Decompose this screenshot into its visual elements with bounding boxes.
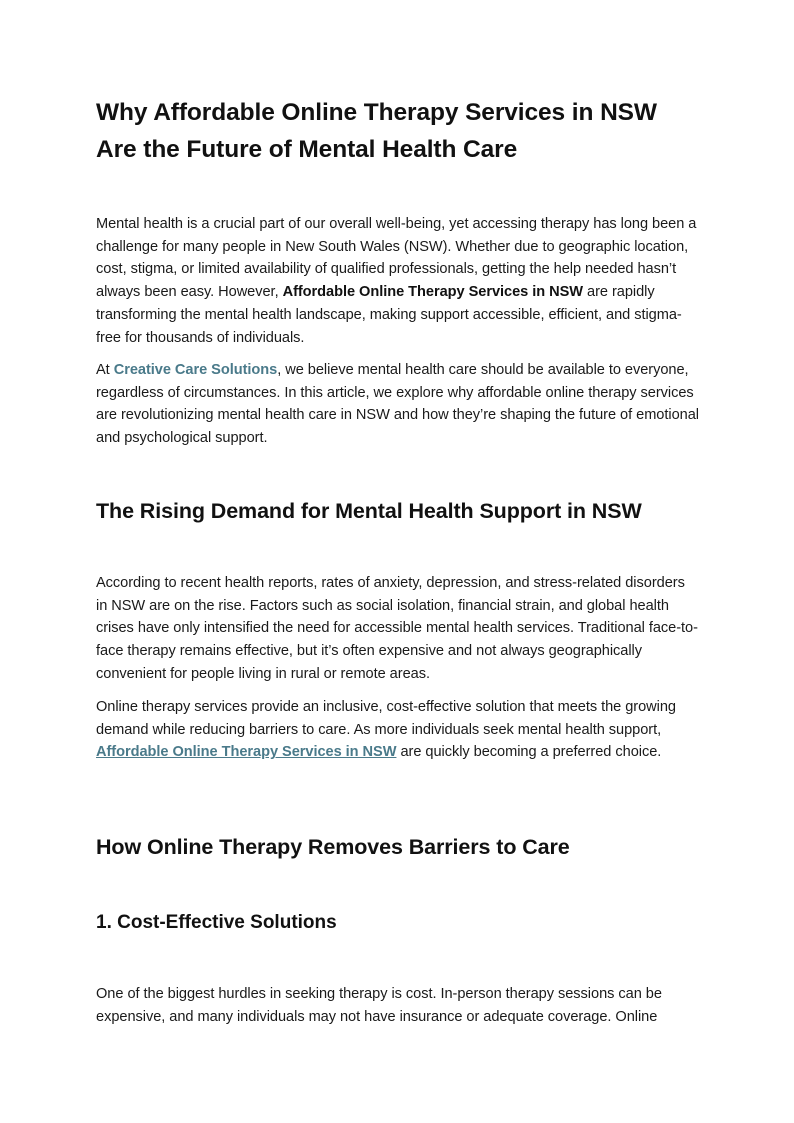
section1-paragraph-2 bbox=[96, 696, 700, 764]
subsection-cost-paragraph: One of the biggest hurdles in seeking therapy is cost. In-person therapy sessions can be expensive, and many individuals may not have insurance or adequate coverage. Online bbox=[96, 986, 662, 1025]
creative-care-solutions-link[interactable]: Creative Care Solutions bbox=[113, 362, 278, 378]
section-heading-rising-demand: The Rising Demand for Mental Health Support in NSW bbox=[96, 499, 642, 523]
intro-paragraph-2 bbox=[96, 359, 700, 450]
section1-p2-text-2: are quickly becoming a preferred choice. bbox=[396, 744, 662, 761]
section1-paragraph-1: According to recent health reports, rates of anxiety, depression, and stress-related disorders in NSW are on the rise. Factors such as social isolation, financial strain, and global health crises have only intensified the need for accessible mental health services. Traditional face-to-face therapy remains effective, but it’s often expensive and not always geographically convenient for people living in rural or remote areas. bbox=[96, 575, 698, 682]
article-title: Why Affordable Online Therapy Services in NSW Are the Future of Mental Health Care bbox=[96, 99, 657, 163]
section-heading-barriers: How Online Therapy Removes Barriers to Care bbox=[96, 835, 570, 859]
intro-p2-text-2: , we believe mental health care should be available to everyone, regardless of circumstances. In this article, we explore why affordable online therapy services are revolutionizing mental health care in NSW and how they’re shaping the future of emotional and psychological support. bbox=[96, 362, 699, 447]
intro-p1-text-1: Mental health is a crucial part of our overall well-being, yet accessing therapy has long been a challenge for many people in New South Wales (NSW). Whether due to geographic location, cost, stigma, or limited availability of qualified professionals, getting the help needed hasn’t always been easy. However, bbox=[96, 216, 697, 301]
intro-paragraph-1 bbox=[96, 213, 700, 349]
intro-p1-bold: Affordable Online Therapy Services in NSW bbox=[282, 284, 584, 301]
intro-p2-text-1: At bbox=[96, 362, 114, 378]
affordable-online-therapy-link[interactable]: Affordable Online Therapy Services in NSW bbox=[96, 744, 397, 761]
subsection-heading-cost: 1. Cost-Effective Solutions bbox=[96, 912, 337, 933]
section1-p2-text-1: Online therapy services provide an inclusive, cost-effective solution that meets the growing demand while reducing barriers to care. As more individuals seek mental health support, bbox=[96, 699, 676, 738]
intro-p1-text-2: are rapidly transforming the mental health landscape, making support accessible, efficient, and stigma-free for thousands of individuals. bbox=[96, 284, 682, 346]
